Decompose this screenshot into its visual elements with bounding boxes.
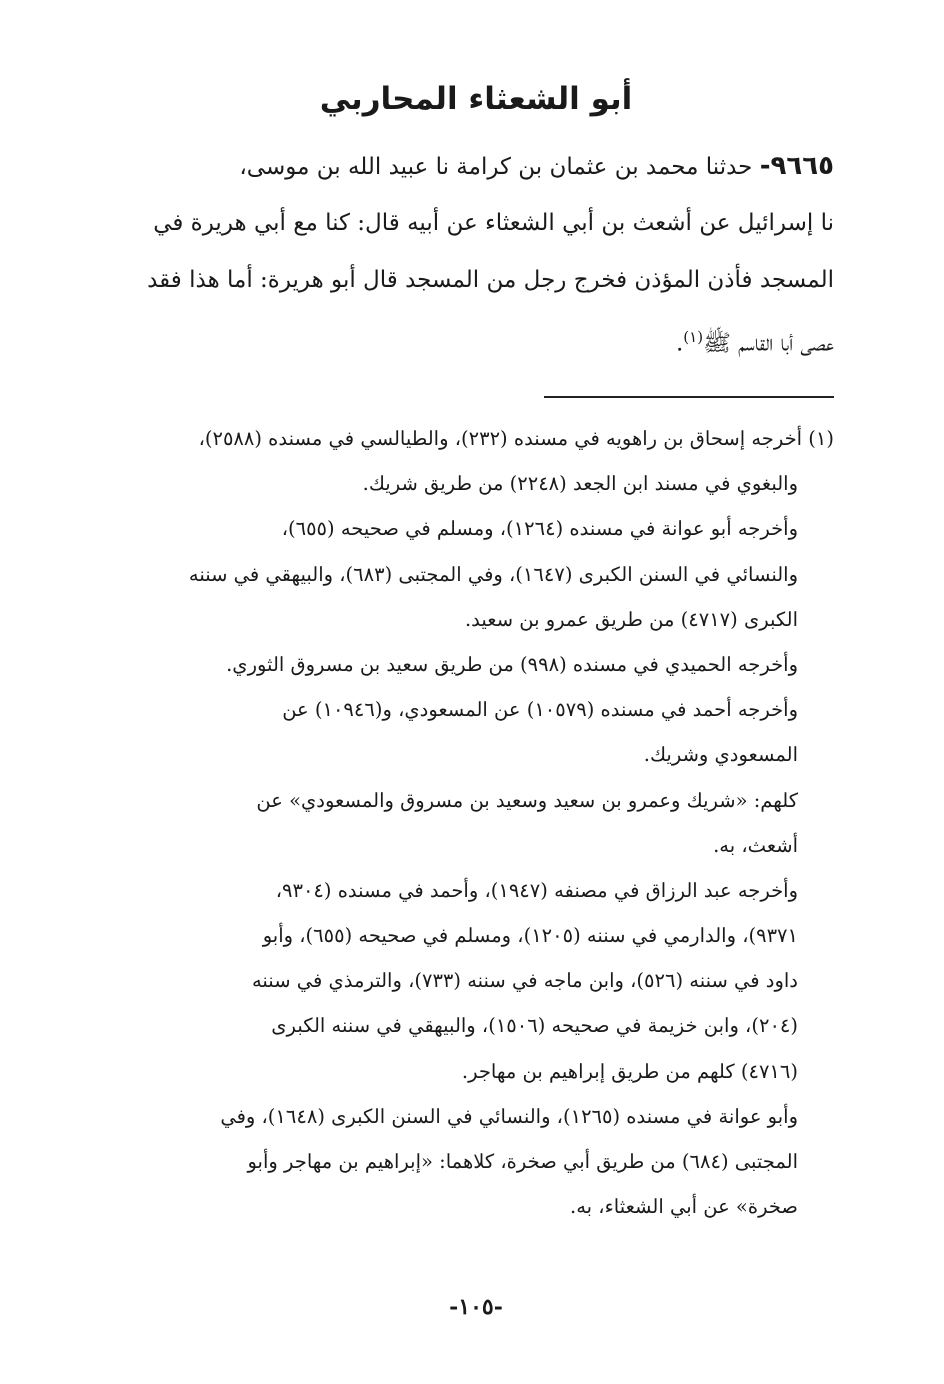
hadith-line [118,138,834,195]
footnote-line: والبغوي في مسند ابن الجعد (٢٢٤٨) من طريق شريك. [362,472,798,496]
footnote-line: (٤٧١٦) كلهم من طريق إبراهيم بن مهاجر. [461,1059,798,1083]
footnote-line: الكبرى (٤٧١٧) من طريق عمرو بن سعيد. [464,607,798,631]
footnote-line: وأخرجه أبو عوانة في مسنده (١٢٦٤)، ومسلم في صحيحه (٦٥٥)، [281,517,798,541]
hadith-line-text: عصى أبا القاسم ﷺ [703,330,834,357]
hadith-text [118,138,834,366]
hadith-line-text: حدثنا محمد بن عثمان بن كرامة نا عبيد الله بن موسى، [239,154,760,180]
hadith-line: المسجد فأذن المؤذن فخرج رجل من المسجد قال أبو هريرة: أما هذا فقد [147,267,834,293]
footnote-line: أشعث، به. [713,833,798,857]
hadith-line: نا إسرائيل عن أشعث بن أبي الشعثاء عن أبيه قال: كنا مع أبي هريرة في [153,210,834,236]
footnote-line: والنسائي في السنن الكبرى (١٦٤٧)، وفي المجتبى (٦٨٣)، والبيهقي في سننه [188,562,798,586]
footnote-separator [544,396,834,398]
footnote-line: وأخرجه عبد الرزاق في مصنفه (١٩٤٧)، وأحمد في مسنده (٩٣٠٤، [275,878,798,902]
footnote-reference: (١) [683,328,704,346]
hadith-number: ٩٦٦٥- [759,151,834,181]
footnote-line: وأخرجه الحميدي في مسنده (٩٩٨) من طريق سعيد بن مسروق الثوري. [226,652,798,676]
footnote-line: صخرة» عن أبي الشعثاء، به. [570,1195,798,1219]
hadith-end-mark: . [675,330,684,357]
chapter-title: أبو الشعثاء المحاربي [319,81,633,117]
footnote-line: وأبو عوانة في مسنده (١٢٦٥)، والنسائي في السنن الكبرى (١٦٤٨)، وفي [220,1104,798,1128]
page-number: -١٠٥- [449,1294,503,1320]
footnote-line: (٢٠٤)، وابن خزيمة في صحيحه (١٥٠٦)، والبيهقي في سننه الكبرى [271,1014,798,1038]
footnote-line: المسعودي وشريك. [643,743,798,767]
footnotes [118,416,834,1229]
footnote-line: المجتبى (٦٨٤) من طريق أبي صخرة، كلاهما: «إبراهيم بن مهاجر وأبو [247,1150,798,1173]
book-page [118,0,834,1384]
footnote-line: داود في سننه (٥٢٦)، وابن ماجه في سننه (٧٣٣)، والترمذي في سننه [251,969,798,993]
footnote-line: (١) أخرجه إسحاق بن راهويه في مسنده (٢٣٢)، والطيالسي في مسنده (٢٥٨٨)، [198,427,834,450]
hadith-line [118,309,834,366]
footnote-line: وأخرجه أحمد في مسنده (١٠٥٧٩) عن المسعودي، و(١٠٩٤٦) عن [282,698,798,722]
footnote-line: ٩٣٧١)، والدارمي في سننه (١٢٠٥)، ومسلم في صحيحه (٦٥٥)، وأبو [262,924,798,948]
footnote-line: كلهم: «شريك وعمرو بن سعيد وسعيد بن مسروق والمسعودي» عن [256,788,798,812]
